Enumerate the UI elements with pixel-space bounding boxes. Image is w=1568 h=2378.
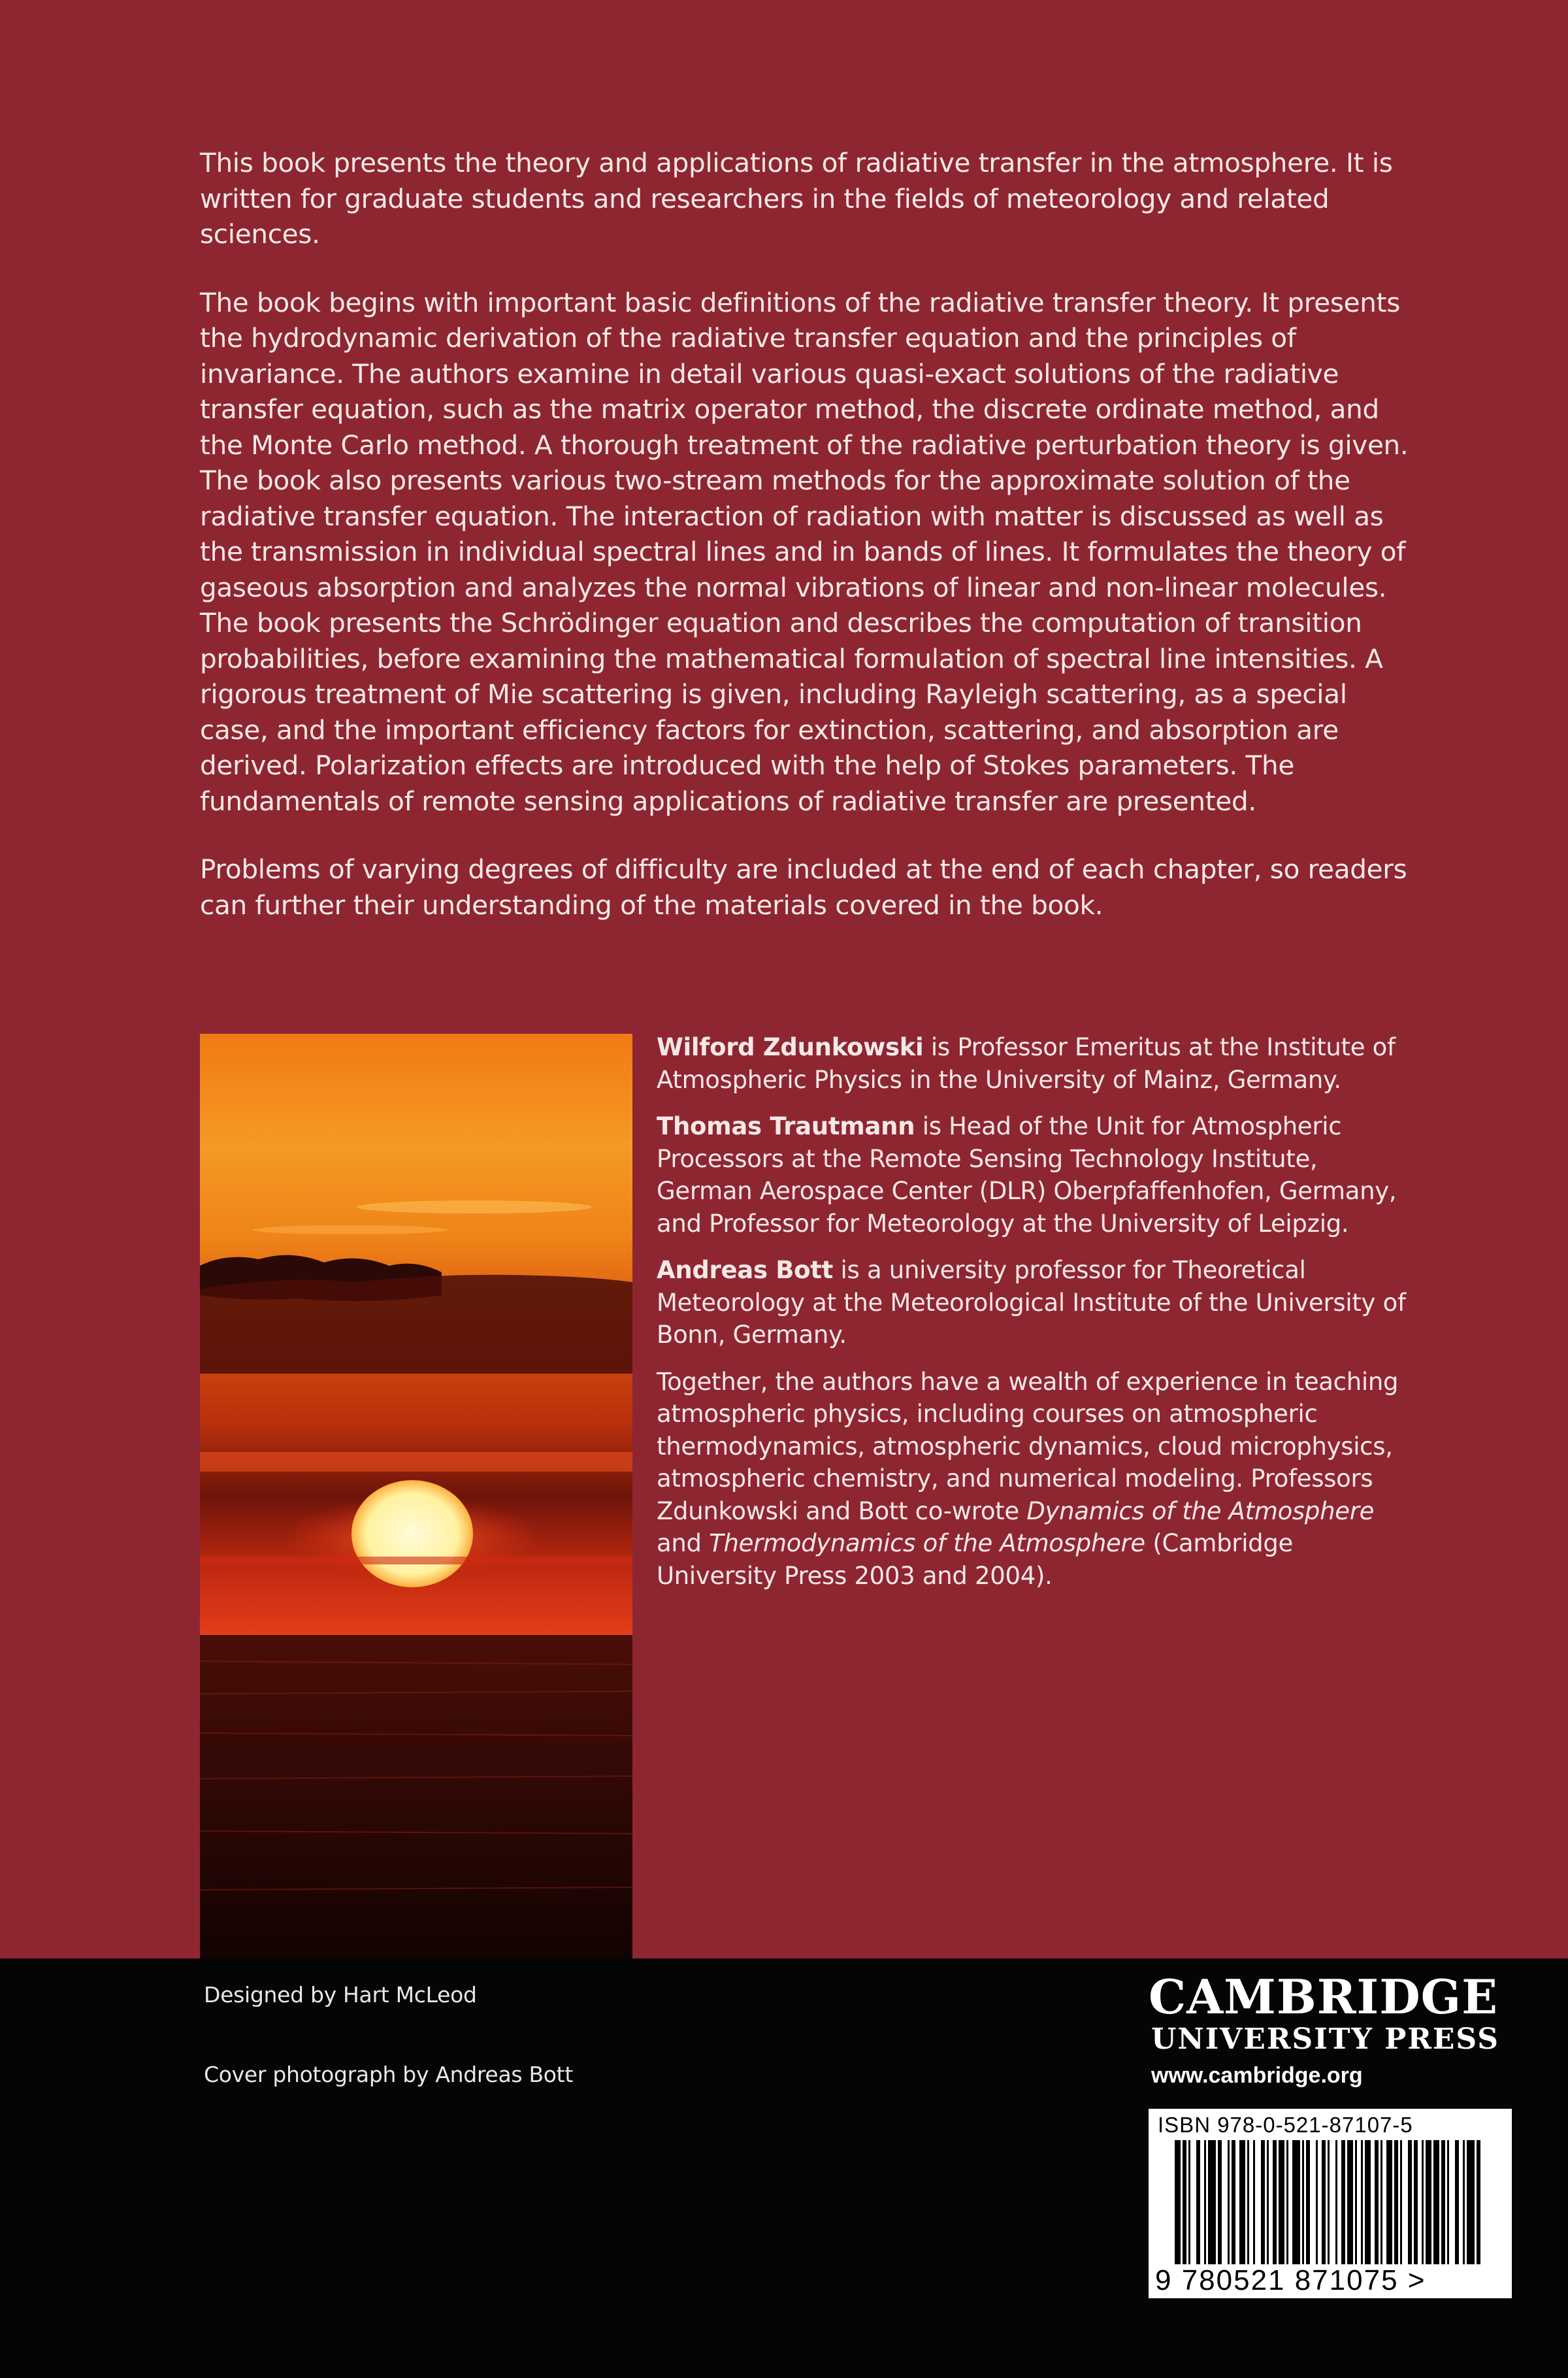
barcode-bar xyxy=(1279,2140,1284,2264)
bio-together: Together, the authors have a wealth of experience in teaching atmospheric physics, including courses on atmospheric thermodynamics, atmospheric dynamics, cloud microphysics, atmospheric chemistry, and numerical modeling. Professors Zdunkowski and Bott co-wrote Dynamics of the Atmosphere and Thermodynamics of the Atmosphere (Cambridge University Press 2003 and 2004). xyxy=(657,1367,1399,1590)
barcode-bar xyxy=(1355,2140,1357,2264)
author-name: Thomas Trautmann xyxy=(657,1112,915,1140)
photo-credit: Cover photograph by Andreas Bott xyxy=(204,2062,573,2087)
cover-footer xyxy=(0,1958,1568,2378)
barcode-bar xyxy=(1267,2140,1269,2264)
barcode-bar xyxy=(1477,2140,1480,2264)
barcode-bar xyxy=(1455,2140,1459,2264)
barcode-bar xyxy=(1218,2140,1222,2264)
barcode-bar xyxy=(1347,2140,1353,2264)
barcode-bar xyxy=(1273,2140,1277,2264)
bio-author-1: Wilford Zdunkowski is Professor Emeritus at the Institute of Atmospheric Physics in the University of Mainz, Germany. xyxy=(657,1033,1396,1094)
publisher-logo-name: CAMBRIDGE xyxy=(1149,1969,1499,2024)
barcode-bar xyxy=(1322,2140,1326,2264)
barcode-bar xyxy=(1375,2140,1379,2264)
barcode-bar xyxy=(1261,2140,1265,2264)
barcode-bar xyxy=(1286,2140,1288,2264)
blurb-paragraph-intro: This book presents the theory and applications of radiative transfer in the atmosphere. It is written for graduate students and researchers in the fields of meteorology and related sciences. xyxy=(200,147,1393,250)
barcode-bar xyxy=(1247,2140,1249,2264)
isbn-barcode xyxy=(1149,2109,1512,2298)
barcode-bar xyxy=(1426,2140,1431,2264)
barcode-bar xyxy=(1302,2140,1304,2264)
author-name: Wilford Zdunkowski xyxy=(657,1033,924,1061)
publisher-url: www.cambridge.org xyxy=(1151,2063,1363,2088)
barcode-bar xyxy=(1386,2140,1392,2264)
blurb-paragraph-problems: Problems of varying degrees of difficulty are included at the end of each chapter, so readers can further their understanding of the materials covered in the book. xyxy=(200,853,1407,921)
barcode-bar xyxy=(1316,2140,1318,2264)
barcode-bar xyxy=(1175,2140,1181,2264)
barcode-bar xyxy=(1208,2140,1216,2264)
sunset-over-sea-photo xyxy=(200,1034,632,1958)
barcode-bar xyxy=(1422,2140,1424,2264)
barcode-digits: 9 780521 871075 > xyxy=(1155,2264,1426,2296)
author-name: Andreas Bott xyxy=(657,1256,834,1284)
blurb-paragraph-contents: The book begins with important basic definitions of the radiative transfer theory. It presents the hydrodynamic derivation of the radiative transfer equation and the principles of invariance. The authors examine in detail various quasi-exact solutions of the radiative transfer equation, such as the matrix operator method, the discrete ordinate method, and the Monte Carlo method. A thorough treatment of the radiative perturbation theory is given. The book also presents various two-stream methods for the approximate solution of the radiative transfer equation. The interaction of radiation with matter is discussed as well as the transmission in individual spectral lines and in bands of lines. It formulates the theory of gaseous absorption and analyzes the normal vibrations of linear and non-linear molecules. The book presents the Schrödinger equation and describes the computation of transition probabilities, before examining the mathematical formulation of spectral line intensities. A rigorous treatment of Mie scattering is given, including Rayleigh scattering, as a special case, and the important efficiency factors for extinction, scattering, and absorption are derived. Polarization effects are introduced with the help of Stokes parameters. The fundamentals of remote sensing applications of radiative transfer are presented. xyxy=(200,286,1409,817)
barcode-bar xyxy=(1408,2140,1412,2264)
designer-credit: Designed by Hart McLeod xyxy=(204,1982,477,2007)
bio-author-3: Andreas Bott is a university professor for Theoretical Meteorology at the Meteorological Institute of the University of Bonn, Germany. xyxy=(657,1256,1406,1349)
barcode-bar xyxy=(1183,2140,1186,2264)
barcode-bar xyxy=(1335,2140,1337,2264)
barcode-bar xyxy=(1433,2140,1439,2264)
bio-author-2: Thomas Trautmann is Head of the Unit for Atmospheric Processors at the Remote Sensing Technology Institute, German Aerospace Center (DLR) Oberpfaffenhofen, Germany, and Professor for Meteorology at the University of Leipzig. xyxy=(657,1112,1397,1238)
barcode-bar xyxy=(1232,2140,1235,2264)
author-bios xyxy=(657,1031,1414,1606)
barcode-bar xyxy=(1292,2140,1300,2264)
barcode-bar xyxy=(1239,2140,1245,2264)
barcode-bar xyxy=(1361,2140,1363,2264)
barcode-bars xyxy=(1155,2140,1505,2264)
book-title: Thermodynamics of the Atmosphere xyxy=(709,1529,1145,1557)
barcode-bar xyxy=(1341,2140,1345,2264)
barcode-bar xyxy=(1380,2140,1382,2264)
isbn-label: ISBN 978-0-521-87107-5 xyxy=(1158,2113,1413,2137)
barcode-bar xyxy=(1414,2140,1418,2264)
barcode-bar xyxy=(1441,2140,1445,2264)
barcode-bar xyxy=(1228,2140,1230,2264)
barcode-bar xyxy=(1188,2140,1190,2264)
barcode-bar xyxy=(1467,2140,1475,2264)
barcode-bar xyxy=(1394,2140,1398,2264)
book-title: Dynamics of the Atmosphere xyxy=(1026,1496,1375,1525)
barcode-bar xyxy=(1365,2140,1371,2264)
barcode-bar xyxy=(1400,2140,1402,2264)
barcode-bar xyxy=(1328,2140,1330,2264)
publisher-logo-subtitle: UNIVERSITY PRESS xyxy=(1151,2023,1500,2056)
barcode-bar xyxy=(1253,2140,1255,2264)
barcode-bar xyxy=(1204,2140,1206,2264)
barcode-bar xyxy=(1463,2140,1465,2264)
barcode-bar xyxy=(1306,2140,1310,2264)
barcode-bar xyxy=(1447,2140,1449,2264)
back-cover-blurb xyxy=(200,145,1409,955)
barcode-bar xyxy=(1196,2140,1200,2264)
